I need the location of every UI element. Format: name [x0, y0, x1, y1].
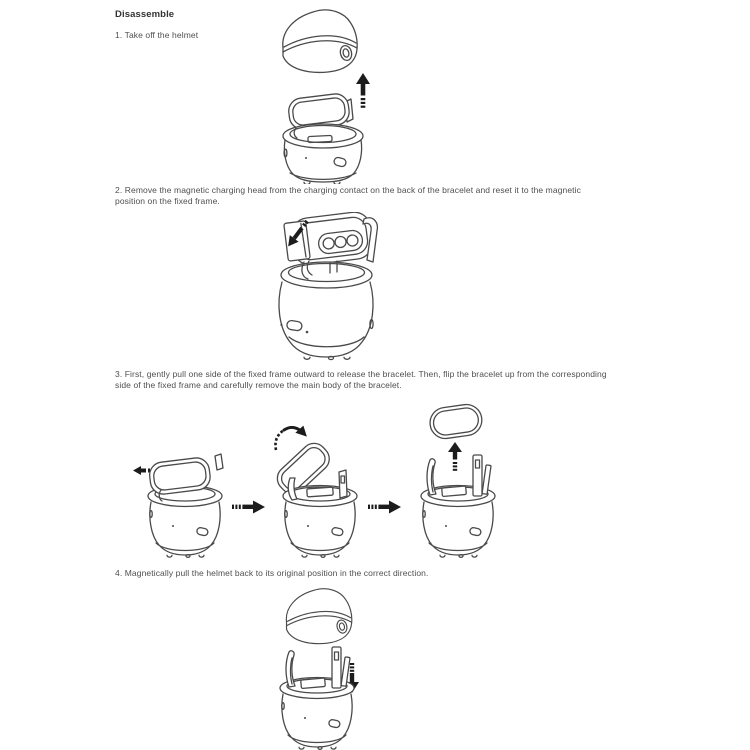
illustration-step4-replace-helmet — [272, 584, 384, 750]
dock-body — [285, 502, 355, 555]
bracelet-body-pill-drawing — [428, 403, 484, 441]
helmet-drawing — [286, 589, 351, 644]
bracelet-back-drawing — [284, 212, 378, 267]
illustration-step2-remove-charging-head — [274, 212, 380, 362]
stage2-dock-bracelet-tilted — [272, 424, 357, 557]
arrow-up-icon — [448, 442, 462, 471]
arrow-right-icon — [368, 501, 401, 514]
charging-head-holder — [301, 678, 326, 689]
frame-post-icon — [332, 647, 341, 688]
illustration-step3-release-bracelet — [128, 392, 500, 568]
charging-head-holder — [307, 487, 333, 497]
stage1-dock-bracelet-flat — [133, 454, 223, 557]
stage3-dock-empty-frame — [421, 403, 495, 558]
step-3-text: 3. First, gently pull one side of the fixed frame outward to release the bracelet. Then, flip the bracelet up from the corresponding side of the fixed frame and carefully remove the main body of the bracelet. — [115, 369, 607, 390]
arrow-right-icon — [232, 501, 265, 514]
dock-empty-frame-drawing — [280, 647, 354, 749]
dock-button — [333, 157, 347, 168]
dock-plate — [281, 262, 372, 288]
helmet-drawing — [283, 10, 357, 73]
dock-button — [469, 527, 481, 536]
dock-button — [331, 527, 343, 536]
illustration-step1-remove-helmet — [272, 6, 382, 184]
frame-post-icon — [215, 454, 223, 470]
dock-button — [196, 527, 208, 536]
dock-body — [279, 282, 373, 357]
charging-head-holder — [442, 486, 467, 497]
frame-post-icon — [339, 470, 347, 498]
dock-body — [282, 694, 352, 747]
frame-post-icon — [473, 455, 482, 496]
dock-body — [150, 502, 220, 555]
arrow-up-icon — [356, 73, 370, 108]
dock-with-bracelet-drawing — [283, 92, 363, 184]
dock-button — [328, 719, 340, 728]
step-4-text: 4. Magnetically pull the helmet back to its original position in the correct direction. — [115, 568, 429, 578]
dock-button — [286, 320, 302, 331]
dock-body — [423, 502, 493, 555]
step-1-text: 1. Take off the helmet — [115, 30, 199, 40]
step-2-text: 2. Remove the magnetic charging head from the charging contact on the back of the bracelet and reset it to the magnetic position on the fixed frame. — [115, 185, 581, 206]
section-title: Disassemble — [115, 9, 175, 20]
